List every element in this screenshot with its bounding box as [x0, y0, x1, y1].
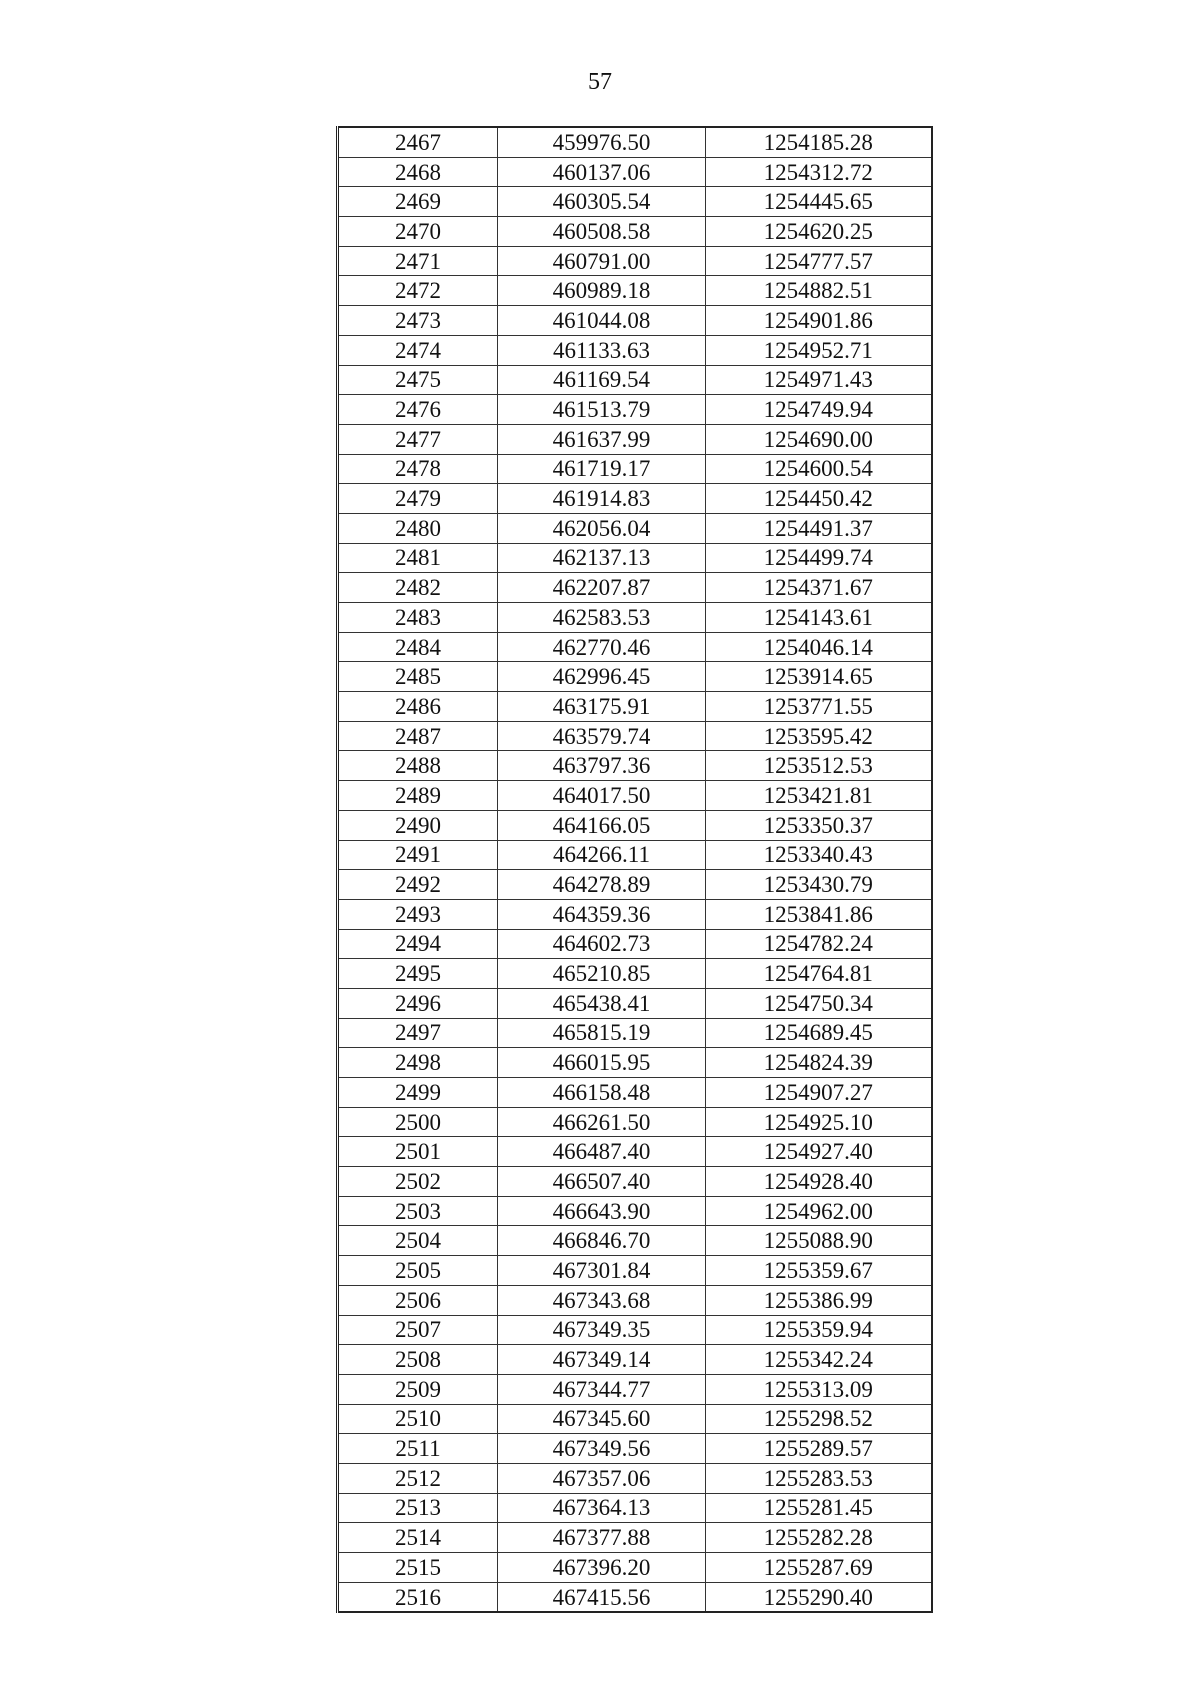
- table-row: [338, 187, 932, 217]
- table-row: [338, 1137, 932, 1167]
- y-coordinate-cell: 1254777.57: [706, 246, 932, 276]
- point-number-cell: 2484: [338, 632, 498, 662]
- x-coordinate-cell: 463797.36: [498, 751, 706, 781]
- point-number-cell: 2491: [338, 840, 498, 870]
- x-coordinate-cell: 460137.06: [498, 157, 706, 187]
- point-number-cell: 2476: [338, 395, 498, 425]
- table-row: [338, 1493, 932, 1523]
- table-row: [338, 1523, 932, 1553]
- coordinates-table: [336, 126, 933, 1613]
- x-coordinate-cell: 466846.70: [498, 1226, 706, 1256]
- y-coordinate-cell: 1254764.81: [706, 959, 932, 989]
- x-coordinate-cell: 467364.13: [498, 1493, 706, 1523]
- y-coordinate-cell: 1254620.25: [706, 217, 932, 247]
- y-coordinate-cell: 1254046.14: [706, 632, 932, 662]
- table-row: [338, 632, 932, 662]
- x-coordinate-cell: 462137.13: [498, 543, 706, 573]
- point-number-cell: 2467: [338, 127, 498, 157]
- y-coordinate-cell: 1254971.43: [706, 365, 932, 395]
- point-number-cell: 2487: [338, 721, 498, 751]
- point-number-cell: 2497: [338, 1018, 498, 1048]
- point-number-cell: 2509: [338, 1374, 498, 1404]
- point-number-cell: 2510: [338, 1404, 498, 1434]
- x-coordinate-cell: 461044.08: [498, 306, 706, 336]
- point-number-cell: 2489: [338, 781, 498, 811]
- point-number-cell: 2503: [338, 1196, 498, 1226]
- x-coordinate-cell: 459976.50: [498, 127, 706, 157]
- x-coordinate-cell: 467377.88: [498, 1523, 706, 1553]
- y-coordinate-cell: 1254927.40: [706, 1137, 932, 1167]
- y-coordinate-cell: 1254689.45: [706, 1018, 932, 1048]
- point-number-cell: 2511: [338, 1434, 498, 1464]
- y-coordinate-cell: 1253350.37: [706, 810, 932, 840]
- y-coordinate-cell: 1254907.27: [706, 1078, 932, 1108]
- x-coordinate-cell: 467349.14: [498, 1345, 706, 1375]
- y-coordinate-cell: 1254450.42: [706, 484, 932, 514]
- y-coordinate-cell: 1253512.53: [706, 751, 932, 781]
- point-number-cell: 2508: [338, 1345, 498, 1375]
- x-coordinate-cell: 464359.36: [498, 899, 706, 929]
- table-row: [338, 306, 932, 336]
- y-coordinate-cell: 1254925.10: [706, 1107, 932, 1137]
- table-row: [338, 1374, 932, 1404]
- table-row: [338, 157, 932, 187]
- x-coordinate-cell: 464266.11: [498, 840, 706, 870]
- y-coordinate-cell: 1255313.09: [706, 1374, 932, 1404]
- table-row: [338, 127, 932, 157]
- point-number-cell: 2490: [338, 810, 498, 840]
- table-row: [338, 395, 932, 425]
- x-coordinate-cell: 461513.79: [498, 395, 706, 425]
- page-number: 57: [588, 69, 612, 95]
- point-number-cell: 2471: [338, 246, 498, 276]
- table-row: [338, 1315, 932, 1345]
- point-number-cell: 2488: [338, 751, 498, 781]
- x-coordinate-cell: 464017.50: [498, 781, 706, 811]
- table-row: [338, 335, 932, 365]
- point-number-cell: 2506: [338, 1285, 498, 1315]
- x-coordinate-cell: 467301.84: [498, 1256, 706, 1286]
- point-number-cell: 2494: [338, 929, 498, 959]
- x-coordinate-cell: 461719.17: [498, 454, 706, 484]
- x-coordinate-cell: 463579.74: [498, 721, 706, 751]
- table-row: [338, 662, 932, 692]
- point-number-cell: 2498: [338, 1048, 498, 1078]
- y-coordinate-cell: 1255342.24: [706, 1345, 932, 1375]
- table-row: [338, 988, 932, 1018]
- y-coordinate-cell: 1253421.81: [706, 781, 932, 811]
- x-coordinate-cell: 460791.00: [498, 246, 706, 276]
- x-coordinate-cell: 463175.91: [498, 692, 706, 722]
- y-coordinate-cell: 1254782.24: [706, 929, 932, 959]
- point-number-cell: 2477: [338, 424, 498, 454]
- x-coordinate-cell: 464602.73: [498, 929, 706, 959]
- y-coordinate-cell: 1254600.54: [706, 454, 932, 484]
- y-coordinate-cell: 1254690.00: [706, 424, 932, 454]
- x-coordinate-cell: 467345.60: [498, 1404, 706, 1434]
- point-number-cell: 2505: [338, 1256, 498, 1286]
- table-row: [338, 484, 932, 514]
- point-number-cell: 2496: [338, 988, 498, 1018]
- x-coordinate-cell: 462996.45: [498, 662, 706, 692]
- y-coordinate-cell: 1254952.71: [706, 335, 932, 365]
- table-row: [338, 751, 932, 781]
- x-coordinate-cell: 466015.95: [498, 1048, 706, 1078]
- point-number-cell: 2507: [338, 1315, 498, 1345]
- x-coordinate-cell: 460508.58: [498, 217, 706, 247]
- point-number-cell: 2495: [338, 959, 498, 989]
- x-coordinate-cell: 466261.50: [498, 1107, 706, 1137]
- point-number-cell: 2499: [338, 1078, 498, 1108]
- x-coordinate-cell: 462207.87: [498, 573, 706, 603]
- y-coordinate-cell: 1253914.65: [706, 662, 932, 692]
- y-coordinate-cell: 1255281.45: [706, 1493, 932, 1523]
- point-number-cell: 2516: [338, 1582, 498, 1612]
- point-number-cell: 2493: [338, 899, 498, 929]
- table-row: [338, 1345, 932, 1375]
- point-number-cell: 2473: [338, 306, 498, 336]
- x-coordinate-cell: 467349.35: [498, 1315, 706, 1345]
- y-coordinate-cell: 1254371.67: [706, 573, 932, 603]
- y-coordinate-cell: 1255088.90: [706, 1226, 932, 1256]
- table-row: [338, 1285, 932, 1315]
- y-coordinate-cell: 1254901.86: [706, 306, 932, 336]
- table-row: [338, 246, 932, 276]
- x-coordinate-cell: 461914.83: [498, 484, 706, 514]
- x-coordinate-cell: 464166.05: [498, 810, 706, 840]
- x-coordinate-cell: 466507.40: [498, 1167, 706, 1197]
- point-number-cell: 2486: [338, 692, 498, 722]
- y-coordinate-cell: 1253340.43: [706, 840, 932, 870]
- point-number-cell: 2483: [338, 603, 498, 633]
- y-coordinate-cell: 1254185.28: [706, 127, 932, 157]
- x-coordinate-cell: 465210.85: [498, 959, 706, 989]
- x-coordinate-cell: 467357.06: [498, 1463, 706, 1493]
- point-number-cell: 2502: [338, 1167, 498, 1197]
- coordinates-table-body: [338, 127, 932, 1612]
- table-row: [338, 840, 932, 870]
- table-row: [338, 899, 932, 929]
- table-row: [338, 573, 932, 603]
- x-coordinate-cell: 460305.54: [498, 187, 706, 217]
- table-row: [338, 365, 932, 395]
- x-coordinate-cell: 462056.04: [498, 513, 706, 543]
- table-row: [338, 1582, 932, 1612]
- table-row: [338, 1167, 932, 1197]
- table-row: [338, 1256, 932, 1286]
- point-number-cell: 2500: [338, 1107, 498, 1137]
- y-coordinate-cell: 1254750.34: [706, 988, 932, 1018]
- y-coordinate-cell: 1253841.86: [706, 899, 932, 929]
- table-row: [338, 1226, 932, 1256]
- y-coordinate-cell: 1254962.00: [706, 1196, 932, 1226]
- point-number-cell: 2474: [338, 335, 498, 365]
- y-coordinate-cell: 1255290.40: [706, 1582, 932, 1612]
- table-row: [338, 276, 932, 306]
- table-row: [338, 810, 932, 840]
- point-number-cell: 2492: [338, 870, 498, 900]
- y-coordinate-cell: 1255283.53: [706, 1463, 932, 1493]
- table-row: [338, 1018, 932, 1048]
- table-row: [338, 543, 932, 573]
- x-coordinate-cell: 466487.40: [498, 1137, 706, 1167]
- table-row: [338, 1078, 932, 1108]
- y-coordinate-cell: 1254499.74: [706, 543, 932, 573]
- point-number-cell: 2504: [338, 1226, 498, 1256]
- point-number-cell: 2478: [338, 454, 498, 484]
- point-number-cell: 2513: [338, 1493, 498, 1523]
- x-coordinate-cell: 460989.18: [498, 276, 706, 306]
- table-row: [338, 454, 932, 484]
- table-row: [338, 781, 932, 811]
- table-row: [338, 870, 932, 900]
- x-coordinate-cell: 467349.56: [498, 1434, 706, 1464]
- point-number-cell: 2475: [338, 365, 498, 395]
- table-row: [338, 1434, 932, 1464]
- point-number-cell: 2480: [338, 513, 498, 543]
- x-coordinate-cell: 467415.56: [498, 1582, 706, 1612]
- y-coordinate-cell: 1254143.61: [706, 603, 932, 633]
- y-coordinate-cell: 1254928.40: [706, 1167, 932, 1197]
- x-coordinate-cell: 461169.54: [498, 365, 706, 395]
- point-number-cell: 2469: [338, 187, 498, 217]
- table-row: [338, 721, 932, 751]
- table-row: [338, 1463, 932, 1493]
- table-row: [338, 959, 932, 989]
- x-coordinate-cell: 466158.48: [498, 1078, 706, 1108]
- point-number-cell: 2485: [338, 662, 498, 692]
- x-coordinate-cell: 467396.20: [498, 1553, 706, 1583]
- point-number-cell: 2514: [338, 1523, 498, 1553]
- table-row: [338, 692, 932, 722]
- point-number-cell: 2472: [338, 276, 498, 306]
- point-number-cell: 2512: [338, 1463, 498, 1493]
- point-number-cell: 2470: [338, 217, 498, 247]
- table-row: [338, 1048, 932, 1078]
- table-row: [338, 513, 932, 543]
- y-coordinate-cell: 1254882.51: [706, 276, 932, 306]
- y-coordinate-cell: 1255282.28: [706, 1523, 932, 1553]
- point-number-cell: 2479: [338, 484, 498, 514]
- y-coordinate-cell: 1254749.94: [706, 395, 932, 425]
- y-coordinate-cell: 1255298.52: [706, 1404, 932, 1434]
- point-number-cell: 2501: [338, 1137, 498, 1167]
- x-coordinate-cell: 465438.41: [498, 988, 706, 1018]
- y-coordinate-cell: 1255359.94: [706, 1315, 932, 1345]
- y-coordinate-cell: 1255386.99: [706, 1285, 932, 1315]
- table-row: [338, 1404, 932, 1434]
- y-coordinate-cell: 1255359.67: [706, 1256, 932, 1286]
- x-coordinate-cell: 462583.53: [498, 603, 706, 633]
- y-coordinate-cell: 1254445.65: [706, 187, 932, 217]
- x-coordinate-cell: 461637.99: [498, 424, 706, 454]
- table-row: [338, 1107, 932, 1137]
- y-coordinate-cell: 1254312.72: [706, 157, 932, 187]
- y-coordinate-cell: 1255289.57: [706, 1434, 932, 1464]
- point-number-cell: 2482: [338, 573, 498, 603]
- y-coordinate-cell: 1254824.39: [706, 1048, 932, 1078]
- y-coordinate-cell: 1254491.37: [706, 513, 932, 543]
- x-coordinate-cell: 462770.46: [498, 632, 706, 662]
- point-number-cell: 2515: [338, 1553, 498, 1583]
- table-row: [338, 217, 932, 247]
- y-coordinate-cell: 1255287.69: [706, 1553, 932, 1583]
- table-row: [338, 603, 932, 633]
- x-coordinate-cell: 466643.90: [498, 1196, 706, 1226]
- x-coordinate-cell: 467344.77: [498, 1374, 706, 1404]
- y-coordinate-cell: 1253771.55: [706, 692, 932, 722]
- table-row: [338, 929, 932, 959]
- x-coordinate-cell: 464278.89: [498, 870, 706, 900]
- point-number-cell: 2468: [338, 157, 498, 187]
- x-coordinate-cell: 465815.19: [498, 1018, 706, 1048]
- y-coordinate-cell: 1253595.42: [706, 721, 932, 751]
- x-coordinate-cell: 467343.68: [498, 1285, 706, 1315]
- point-number-cell: 2481: [338, 543, 498, 573]
- y-coordinate-cell: 1253430.79: [706, 870, 932, 900]
- x-coordinate-cell: 461133.63: [498, 335, 706, 365]
- table-row: [338, 1196, 932, 1226]
- table-row: [338, 1553, 932, 1583]
- table-row: [338, 424, 932, 454]
